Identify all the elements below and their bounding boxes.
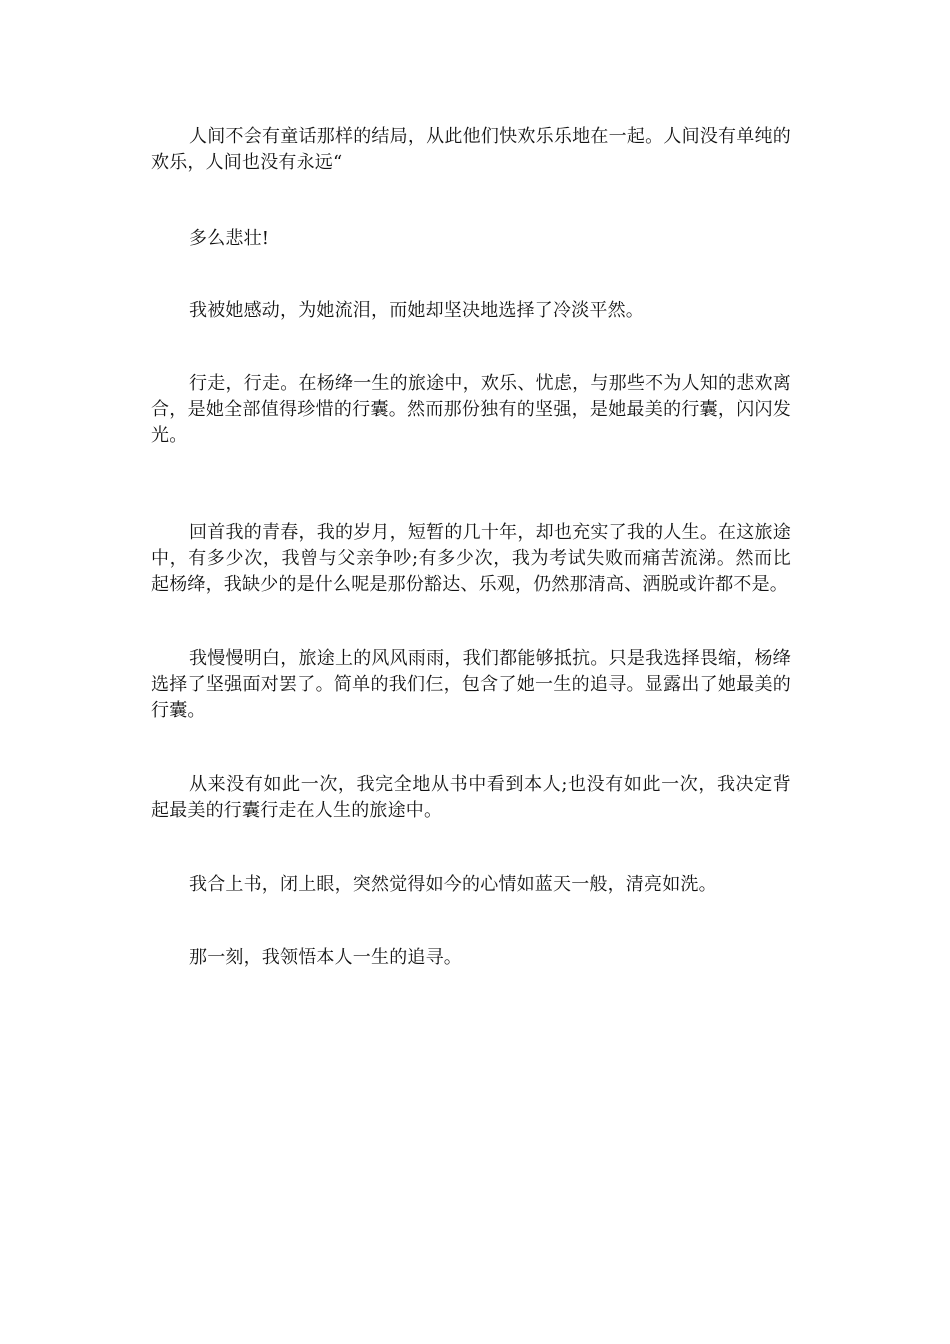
- paragraph: 那一刻，我领悟本人一生的追寻。: [189, 947, 462, 968]
- paragraph: 我合上书，闭上眼，突然觉得如今的心情如蓝天一般，清亮如洗。: [189, 874, 717, 895]
- paragraph: 我被她感动，为她流泪，而她却坚决地选择了冷淡平然。: [189, 300, 644, 321]
- paragraph: 从来没有如此一次，我完全地从书中看到本人;也没有如此一次，我决定背起最美的行囊行走在人生的旅途中。: [151, 774, 791, 821]
- paragraph: 人间不会有童话那样的结局，从此他们快欢乐乐地在一起。人间没有单纯的欢乐，人间也没有永远“: [151, 126, 791, 173]
- paragraph: 行走，行走。在杨绛一生的旅途中，欢乐、忧虑，与那些不为人知的悲欢离合，是她全部值得珍惜的行囊。然而那份独有的坚强，是她最美的行囊，闪闪发光。: [151, 373, 791, 446]
- paragraph: 回首我的青春，我的岁月，短暂的几十年，却也充实了我的人生。在这旅途中，有多少次，我曾与父亲争吵;有多少次，我为考试失败而痛苦流涕。然而比起杨绛，我缺少的是什么呢是那份豁达、乐观，仍然那清高、洒脱或许都不是。: [151, 522, 791, 595]
- paragraph: 多么悲壮!: [189, 228, 270, 249]
- paragraph: 我慢慢明白，旅途上的风风雨雨，我们都能够抵抗。只是我选择畏缩，杨绛选择了坚强面对罢了。简单的我们仨，包含了她一生的追寻。显露出了她最美的行囊。: [151, 648, 791, 721]
